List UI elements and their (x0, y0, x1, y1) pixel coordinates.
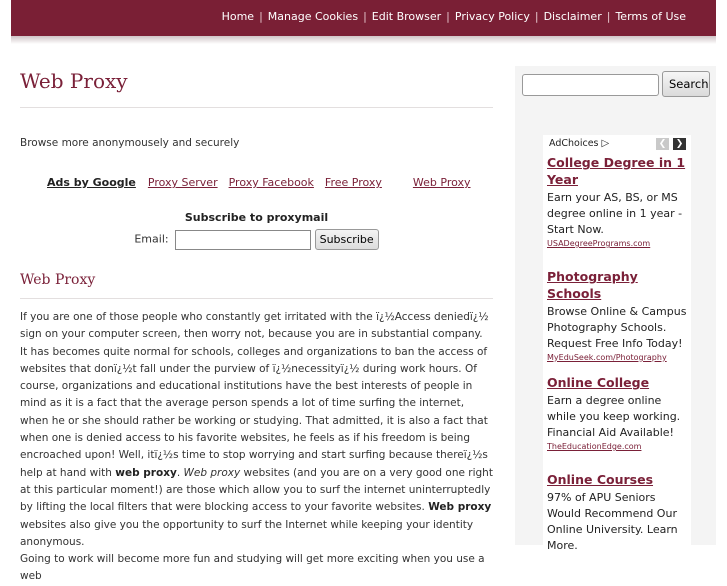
ad-title-link[interactable]: Photography Schools (547, 269, 638, 301)
ad-link-proxy-server[interactable]: Proxy Server (147, 176, 218, 189)
nav-home[interactable]: Home (221, 10, 255, 23)
ad-text: Earn your AS, BS, or MS degree online in 1 year - Start Now. (547, 191, 683, 236)
ad-box (543, 135, 691, 552)
top-bar (11, 0, 716, 36)
ad-title-link[interactable]: Online Courses (547, 472, 654, 487)
ad-url-link[interactable]: TheEducationEdge.com (547, 442, 642, 451)
nav-edit-browser[interactable]: Edit Browser (371, 10, 442, 23)
ad-link-web-proxy[interactable]: Web Proxy (412, 176, 471, 189)
nav-privacy-policy[interactable]: Privacy Policy (454, 10, 530, 23)
article-text: If you are one of those people who constantly get irritated with the ï¿½Access deniedï¿½ sign on your computer screen, then worry not, because you are in substantial company. It has becomes quite normal for schools, colleges and organizations to ban the access of websites that donï¿½t fall under the purview of ï¿½necessityï¿½ during work hours. Of course, organizations and educational institutions have the best interests of people in mind as it is a fact that the average person spends a lot of time surfing the internet, when he or she should rather be working or studying. That admitted, it is also a fact that when one is denied access to his favorite websites, he feels as if his freedom is being encroached upon! Well, itï¿½s time to stop worrying and start surfing because thereï¿½s help at hand with (20, 311, 489, 479)
section-title: Web Proxy (20, 272, 96, 288)
ads-by-google-link[interactable]: Ads by Google (47, 176, 136, 189)
ad-links (20, 176, 493, 189)
subscribe-form (20, 211, 493, 250)
article-text: websites (and you are on a very good one right at this particular moment!) are those which allow you to surf the internet uninterruptedly by lifting the local filters that were blocking access to your favorite websites. (20, 466, 493, 514)
nav-disclaimer[interactable]: Disclaimer (543, 10, 602, 23)
ad-prev-icon[interactable]: ❮ (656, 138, 669, 150)
email-field[interactable] (175, 230, 311, 250)
adchoices-icon: ▷ (601, 138, 610, 149)
adchoices-label[interactable] (549, 138, 609, 149)
article-bold: Web proxy (428, 501, 492, 514)
email-label: Email: (134, 232, 169, 246)
ad-url-link[interactable]: MyEduSeek.com/Photography (547, 353, 667, 362)
subscribe-title: Subscribe to proxymail (184, 211, 329, 224)
article-text: websites also give you the opportunity to surf the Internet while keeping your identity anonymous. (20, 518, 474, 548)
divider (20, 298, 493, 299)
ad-item (547, 154, 691, 248)
top-bar-shadow (11, 36, 716, 44)
ad-next-icon[interactable]: ❯ (673, 138, 686, 150)
subscribe-button[interactable]: Subscribe (315, 229, 379, 250)
ad-link-proxy-facebook[interactable]: Proxy Facebook (228, 176, 314, 189)
ad-title-link[interactable]: Online College (547, 375, 650, 390)
search-input[interactable] (522, 74, 659, 96)
ad-link-free-proxy[interactable]: Free Proxy (324, 176, 382, 189)
ad-item (547, 471, 691, 554)
ad-item (547, 374, 691, 451)
main-content (20, 60, 493, 586)
nav-manage-cookies[interactable]: Manage Cookies (267, 10, 359, 23)
article-text: . (176, 466, 184, 479)
tagline: Browse more anonymousely and securely (20, 137, 240, 149)
article-body (20, 309, 493, 586)
ad-title-link[interactable]: College Degree in 1 Year (547, 155, 686, 187)
article-bold: web proxy (115, 466, 177, 479)
divider (20, 107, 493, 108)
article-italic: Web proxy (183, 466, 241, 479)
article-paragraph: Going to work will become more fun and studying will get more exciting when you use a web (20, 553, 485, 583)
adchoices-text: AdChoices (549, 138, 599, 149)
ad-text: Browse Online & Campus Photography Schools. Request Free Info Today! (547, 305, 687, 350)
ad-text: 97% of APU Seniors Would Recommend Our Online University. Learn More. (547, 491, 678, 552)
ad-item (547, 268, 691, 362)
search-button[interactable]: Search (662, 71, 710, 97)
ad-text: Earn a degree online while you keep working. Financial Aid Available! (547, 394, 681, 439)
nav-terms-of-use[interactable]: Terms of Use (615, 10, 686, 23)
page-title: Web Proxy (20, 69, 128, 93)
ad-url-link[interactable]: USADegreePrograms.com (547, 239, 651, 248)
top-nav: Home | Manage Cookies | Edit Browser | Privacy Policy | Disclaimer | Terms of Use (221, 10, 686, 23)
sidebar (515, 66, 716, 552)
